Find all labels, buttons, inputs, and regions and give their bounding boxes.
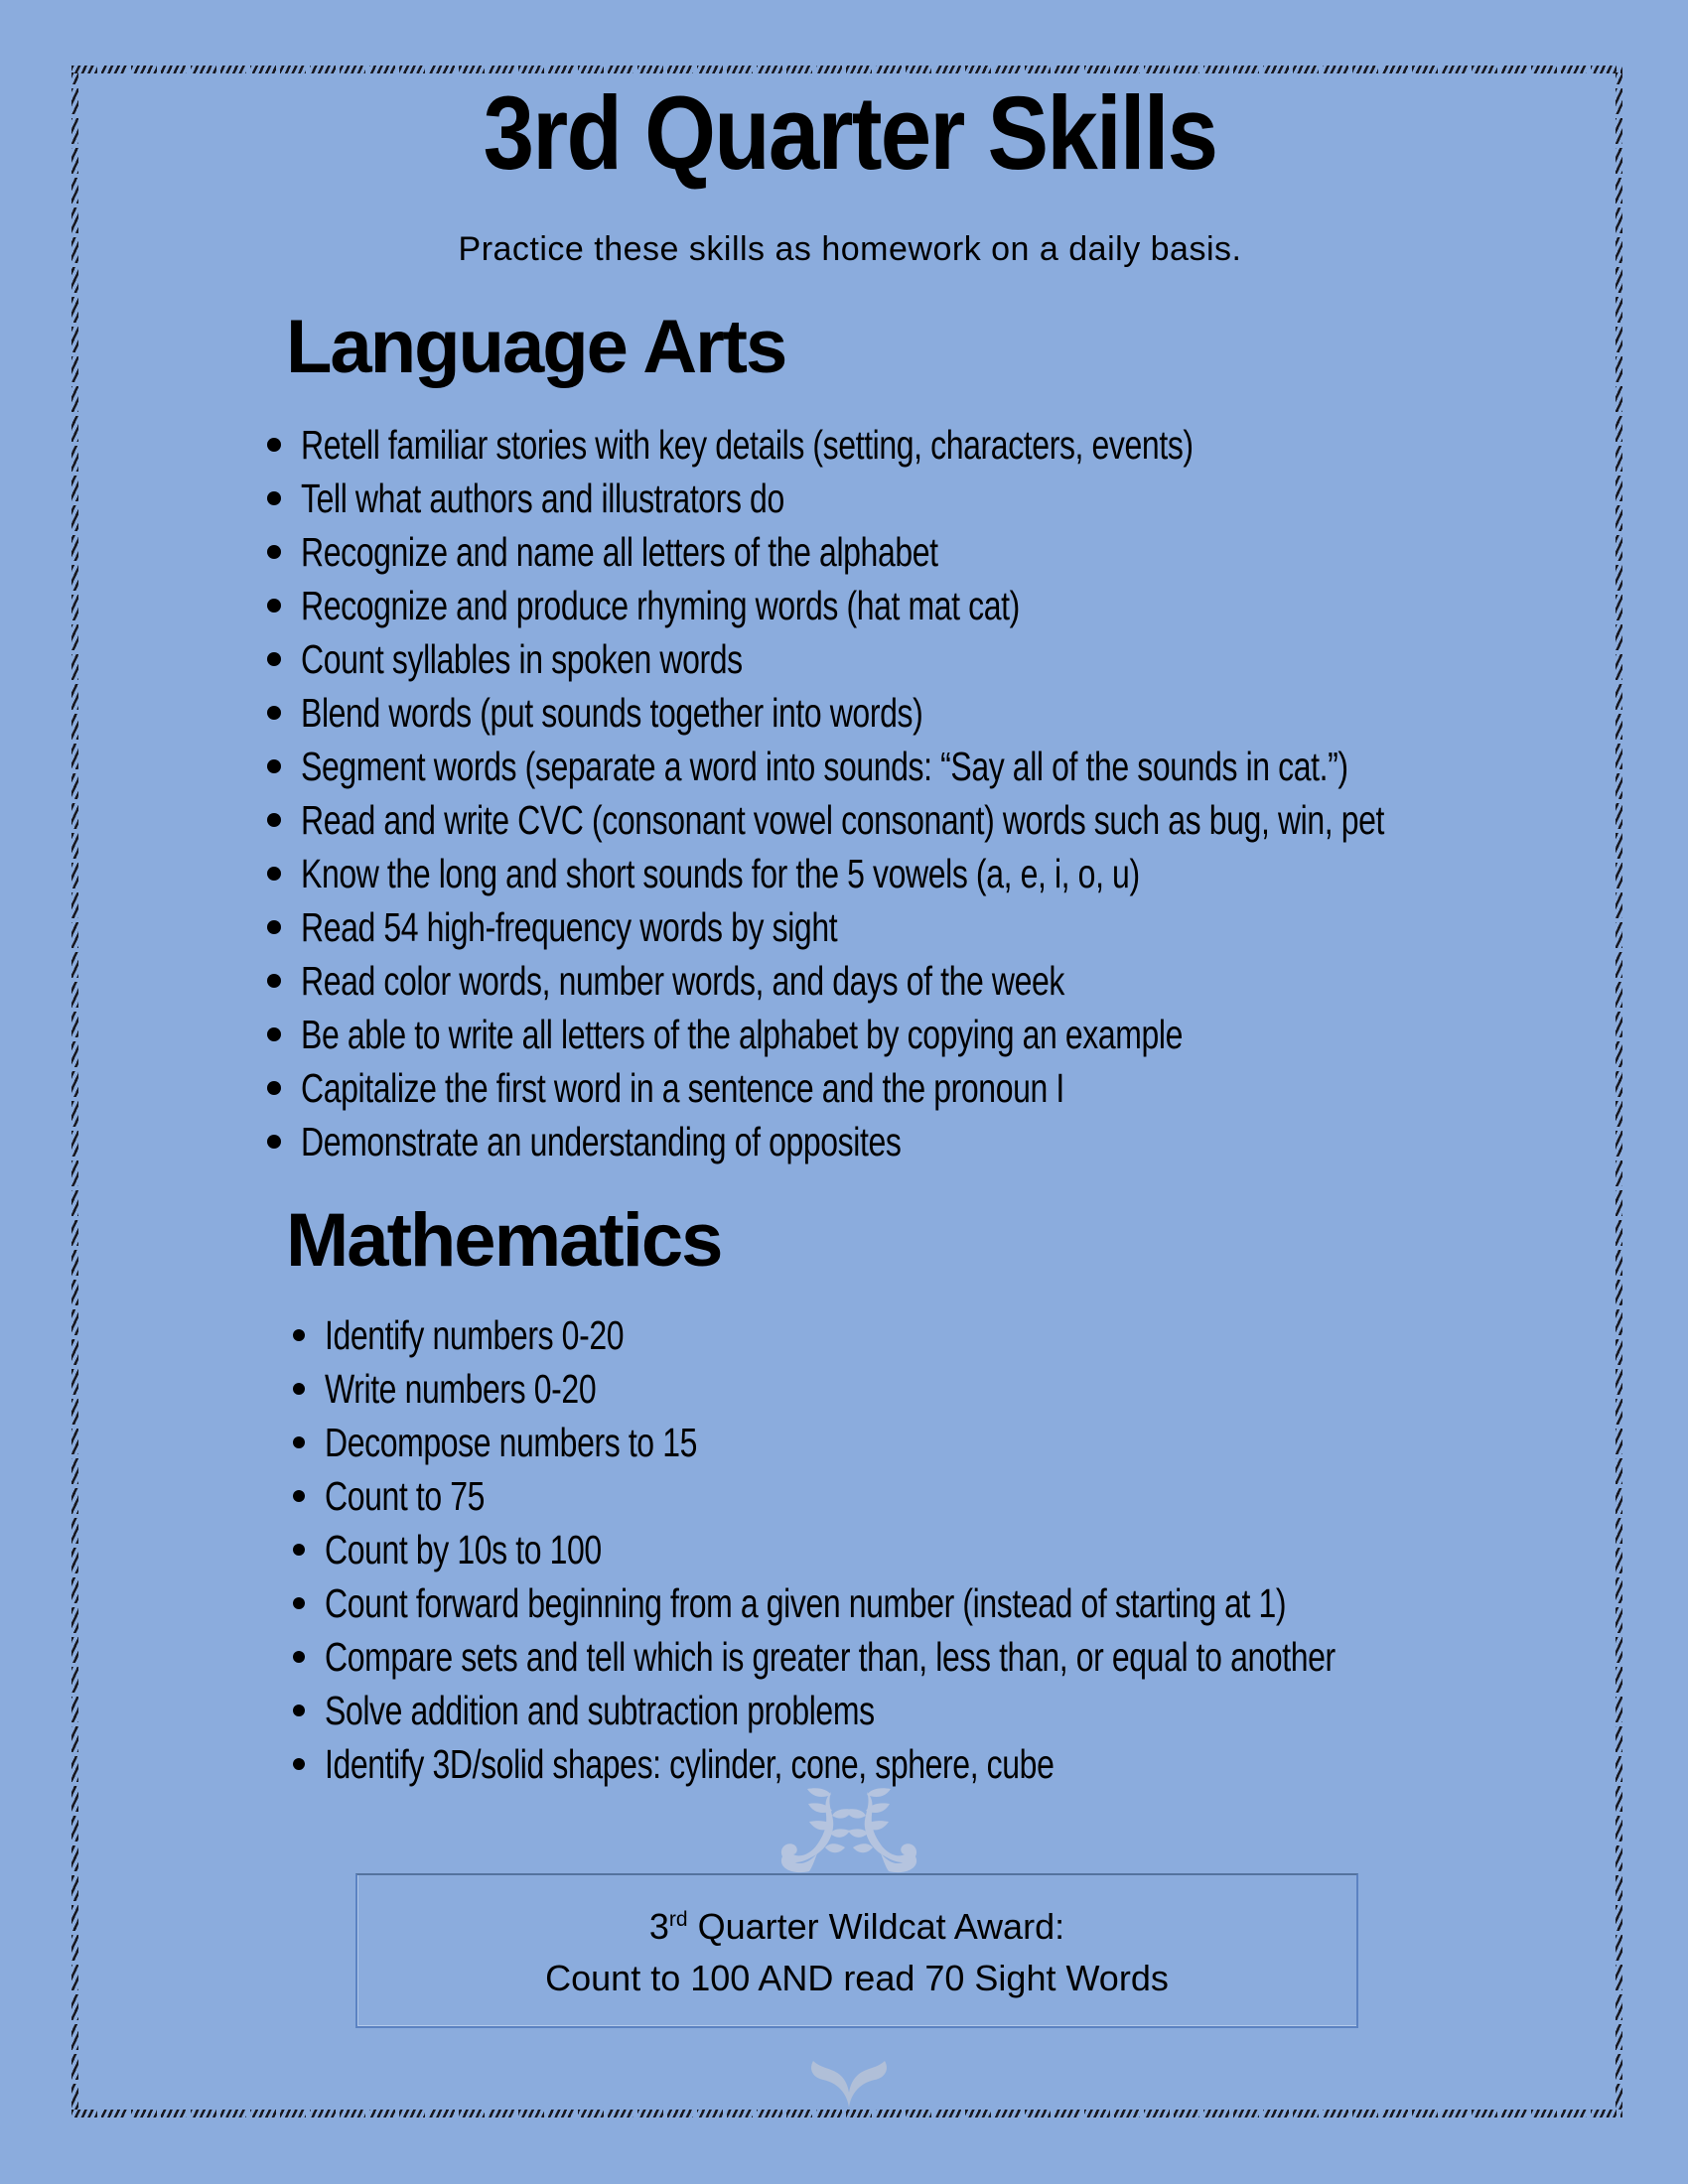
skill-item xyxy=(267,525,1688,579)
skill-item-text: Read 54 high-frequency words by sight xyxy=(301,903,838,950)
skill-item xyxy=(267,847,1688,900)
skill-item-text: Count to 75 xyxy=(325,1472,486,1519)
skill-item-text: Identify 3D/solid shapes: cylinder, cone, sphere, cube xyxy=(325,1740,1055,1787)
petal-flourish-icon xyxy=(806,2059,892,2109)
skill-item-text: Be able to write all letters of the alphabet by copying an example xyxy=(301,1011,1184,1057)
skill-item xyxy=(293,1684,1620,1737)
skill-item xyxy=(267,632,1688,686)
skill-item xyxy=(293,1469,1620,1523)
skill-item-text: Decompose numbers to 15 xyxy=(325,1419,697,1465)
skill-item-text: Recognize and produce rhyming words (hat mat cat) xyxy=(301,582,1020,628)
skill-item xyxy=(293,1416,1620,1469)
award-box xyxy=(355,1873,1358,2028)
skill-item-text: Segment words (separate a word into sounds: “Say all of the sounds in cat.”) xyxy=(301,743,1348,789)
skill-item-text: Count by 10s to 100 xyxy=(325,1526,602,1572)
skill-item-text: Demonstrate an understanding of opposites xyxy=(301,1118,902,1164)
skill-item xyxy=(267,740,1688,793)
skill-item xyxy=(267,900,1688,954)
skill-item-text: Read color words, number words, and days of the week xyxy=(301,957,1064,1004)
skill-item xyxy=(267,1008,1688,1061)
skill-item-text: Read and write CVC (consonant vowel consonant) words such as bug, win, pet xyxy=(301,796,1385,843)
section-heading-language-arts: Language Arts xyxy=(286,305,786,389)
skill-item xyxy=(267,793,1688,847)
ornament-flourish-small xyxy=(806,2059,892,2109)
skill-item xyxy=(293,1362,1620,1416)
page-subtitle: Practice these skills as homework on a daily basis. xyxy=(458,230,1242,268)
section-heading-mathematics: Mathematics xyxy=(286,1198,722,1283)
skill-item xyxy=(267,1115,1688,1168)
skill-item xyxy=(267,579,1688,632)
skill-item-text: Count syllables in spoken words xyxy=(301,635,743,682)
skill-item-text: Know the long and short sounds for the 5 vowels (a, e, i, o, u) xyxy=(301,850,1140,896)
skill-item xyxy=(267,954,1688,1008)
award-line-1 xyxy=(357,1901,1356,1953)
mathematics-list xyxy=(293,1308,1620,1791)
skill-item-text: Tell what authors and illustrators do xyxy=(301,475,784,521)
page-border-bottom xyxy=(71,2110,1622,2117)
award-quarter-ordinal: rd xyxy=(668,1908,688,1931)
skill-item xyxy=(267,1061,1688,1115)
skill-item-text: Identify numbers 0-20 xyxy=(325,1311,625,1358)
award-quarter-number: 3 xyxy=(648,1906,669,1947)
ornament-flourish xyxy=(770,1788,928,1875)
skill-item xyxy=(293,1523,1620,1576)
language-arts-list xyxy=(267,418,1688,1168)
skill-item-text: Capitalize the first word in a sentence and the pronoun I xyxy=(301,1064,1064,1111)
skill-item-text: Blend words (put sounds together into words) xyxy=(301,689,923,736)
skill-item xyxy=(267,472,1688,525)
skill-item xyxy=(267,418,1688,472)
skill-item-text: Solve addition and subtraction problems xyxy=(325,1687,875,1733)
page-border-top xyxy=(71,66,1622,73)
skill-item xyxy=(267,686,1688,740)
skill-item-text: Count forward beginning from a given number (instead of starting at 1) xyxy=(325,1579,1287,1626)
page-title: 3rd Quarter Skills xyxy=(483,75,1217,192)
skill-item-text: Write numbers 0-20 xyxy=(325,1365,597,1412)
page-border-left xyxy=(71,72,78,2110)
skill-item xyxy=(293,1576,1620,1630)
skill-item xyxy=(293,1308,1620,1362)
leaf-flourish-icon xyxy=(770,1788,928,1875)
award-title-text: Quarter Wildcat Award: xyxy=(687,1906,1065,1947)
skill-item xyxy=(293,1737,1620,1791)
award-line-2: Count to 100 AND read 70 Sight Words xyxy=(545,1958,1169,1998)
skill-item-text: Recognize and name all letters of the alphabet xyxy=(301,528,938,575)
skill-item xyxy=(293,1630,1620,1684)
skill-item-text: Retell familiar stories with key details (setting, characters, events) xyxy=(301,421,1194,468)
skill-item-text: Compare sets and tell which is greater than, less than, or equal to another xyxy=(325,1633,1336,1680)
